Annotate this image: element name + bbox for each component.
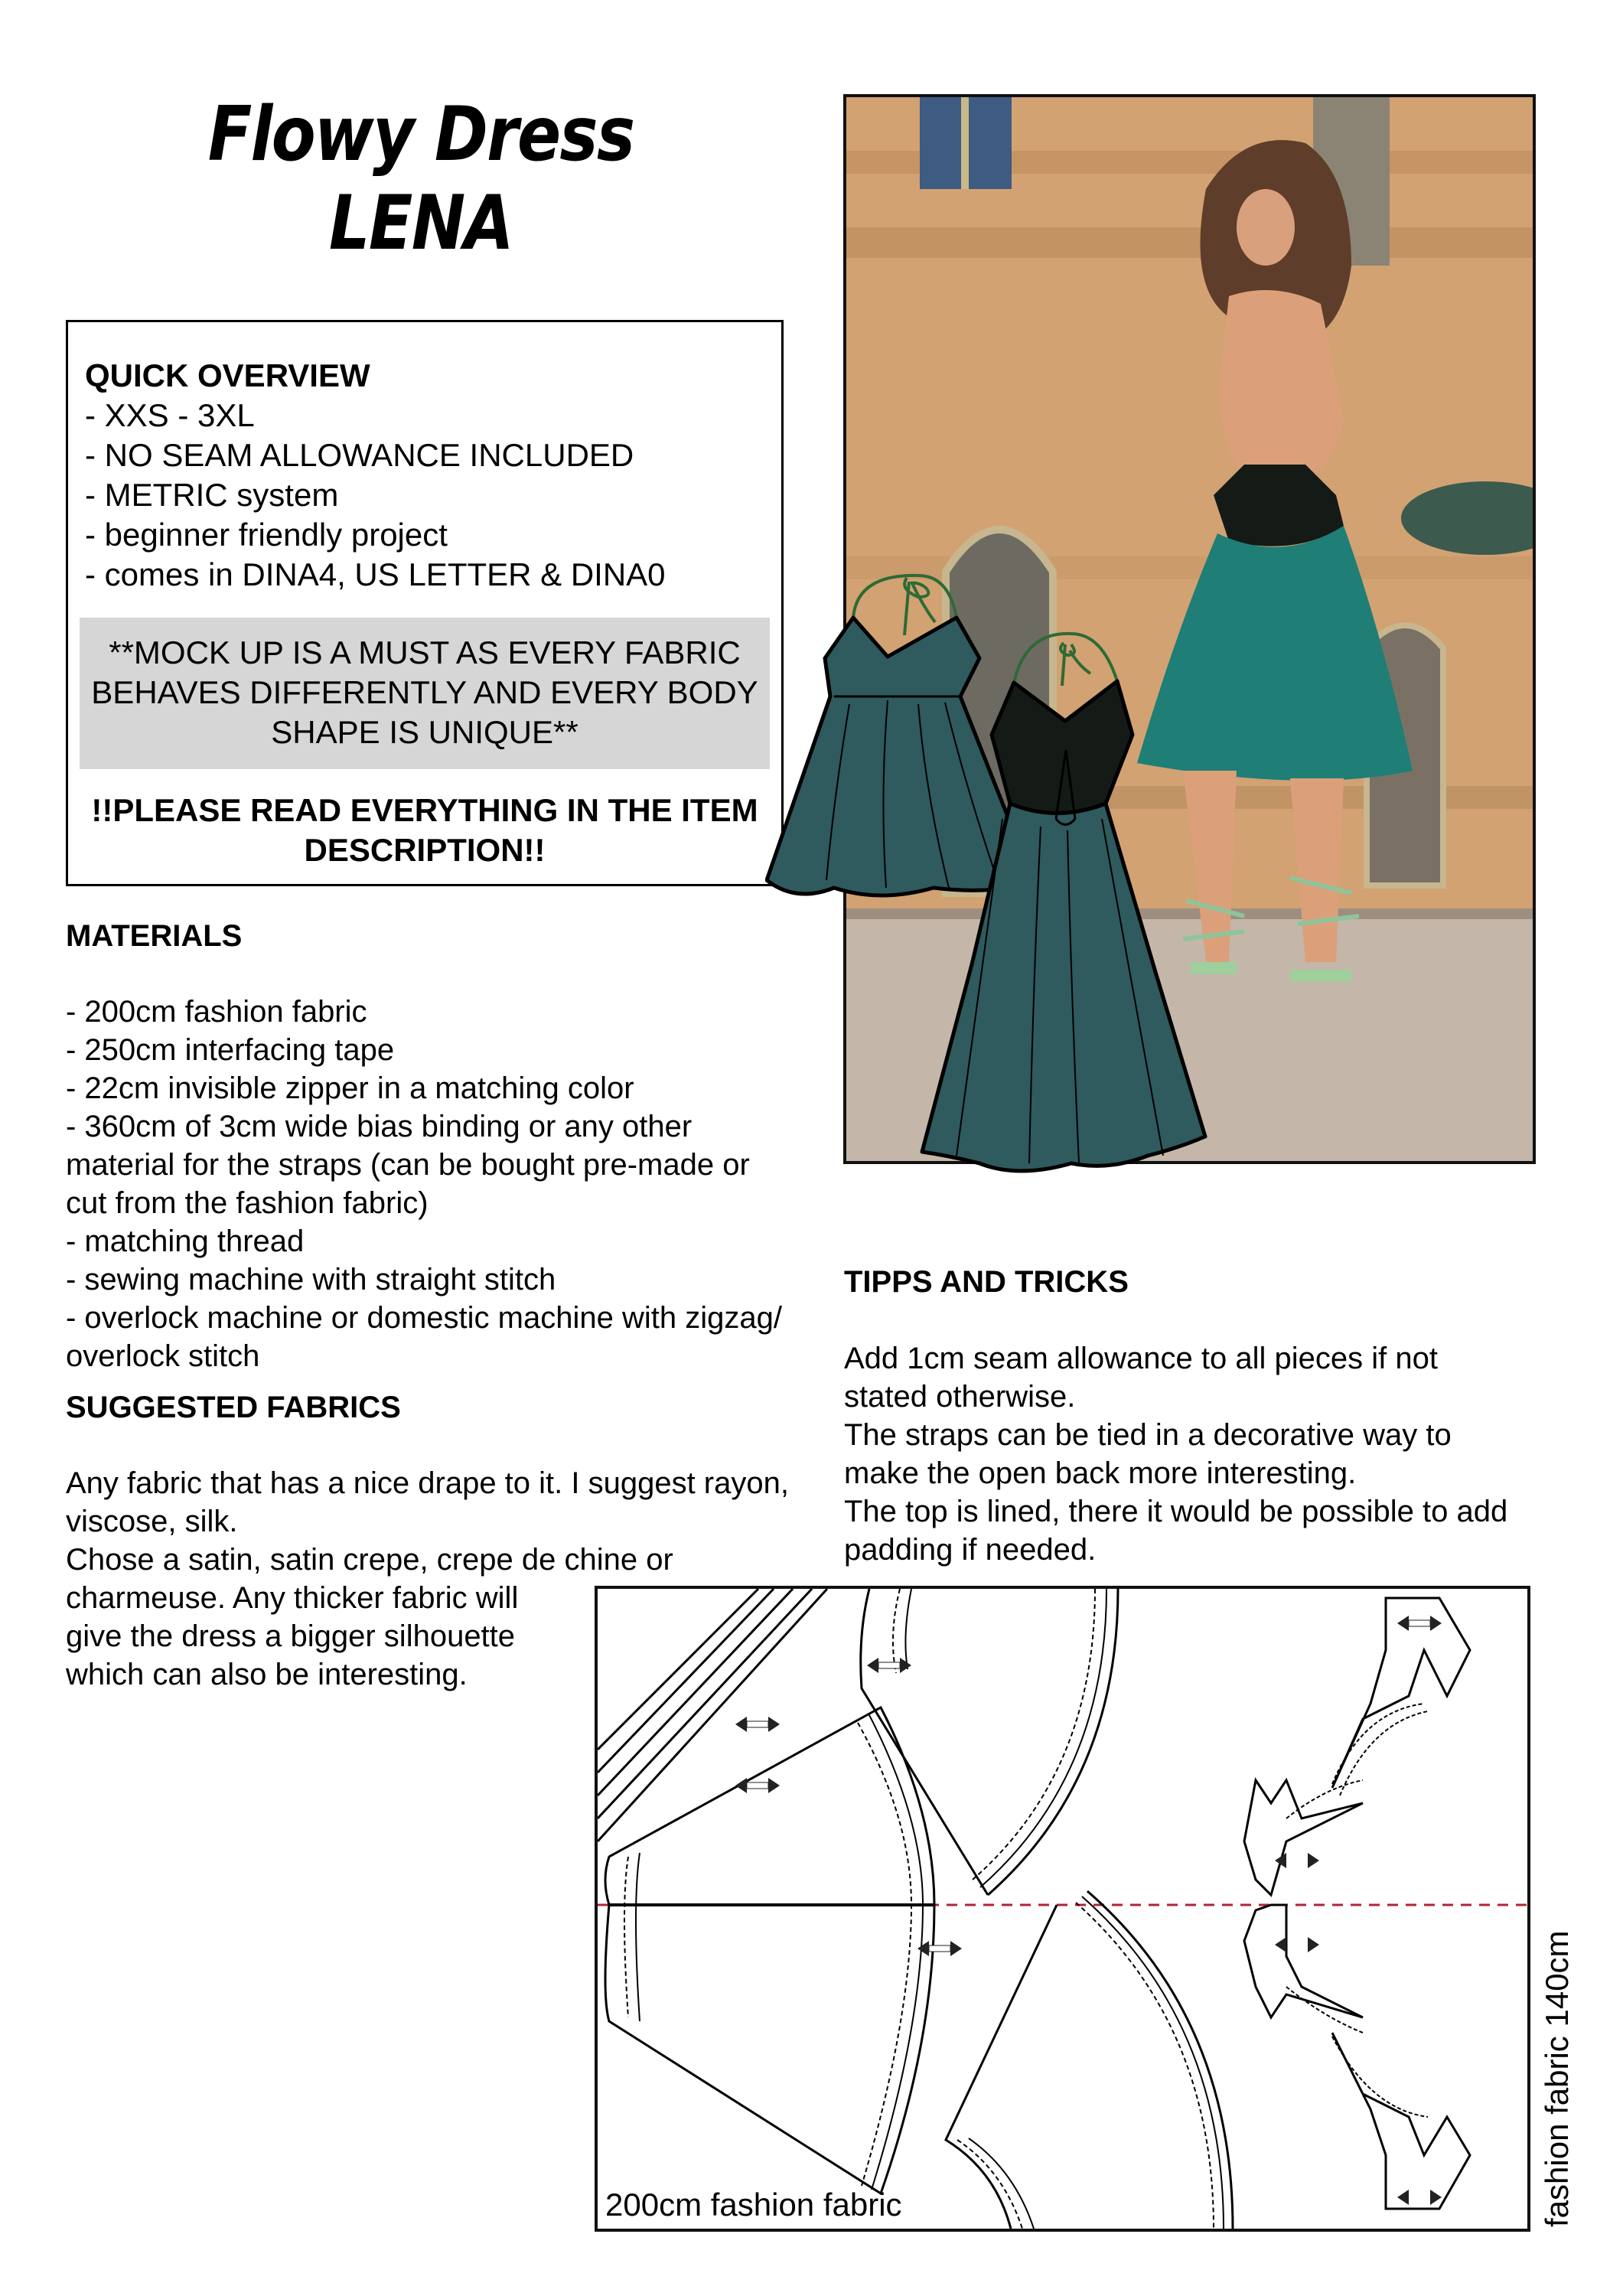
materials-item: material for the straps (can be bought pre-made or <box>66 1148 750 1182</box>
tips-line: padding if needed. <box>844 1533 1097 1567</box>
overview-item: - XXS - 3XL <box>85 397 255 433</box>
tips-text <box>844 1339 1507 1569</box>
materials-item: - 200cm fashion fabric <box>66 995 367 1029</box>
quick-overview-box <box>66 320 784 886</box>
warning-line: BEHAVES DIFFERENTLY AND EVERY BODY <box>91 674 758 710</box>
technical-sketch <box>765 566 1232 1240</box>
materials-item: cut from the fashion fabric) <box>66 1186 429 1220</box>
materials-item: overlock stitch <box>66 1339 260 1373</box>
tips-line: make the open back more interesting. <box>844 1456 1357 1490</box>
cutting-layout-diagram <box>598 1589 1527 2229</box>
tips-line: The top is lined, there it would be possible to add <box>844 1495 1508 1528</box>
materials-item: - matching thread <box>66 1225 305 1258</box>
notice-line: !!PLEASE READ EVERYTHING IN THE ITEM <box>91 792 758 828</box>
suggested-fabrics-heading: SUGGESTED FABRICS <box>66 1391 401 1424</box>
skirt-piece-bottom <box>946 1891 1233 2229</box>
title-line-2: LENA <box>328 180 513 267</box>
tips-line: Add 1cm seam allowance to all pieces if not <box>844 1342 1438 1375</box>
notice-line: DESCRIPTION!! <box>304 832 546 868</box>
overview-item: - beginner friendly project <box>85 517 448 553</box>
materials-heading: MATERIALS <box>66 919 243 953</box>
title-line-1: Flowy Dress <box>207 91 634 178</box>
tips-line: The straps can be tied in a decorative way to <box>844 1418 1452 1452</box>
cutting-layout <box>595 1586 1530 2232</box>
bodice-pieces <box>1244 1598 1470 2209</box>
page-title <box>158 90 684 268</box>
materials-list <box>66 993 782 1375</box>
fabrics-line: Chose a satin, satin crepe, crepe de chine or <box>66 1543 673 1577</box>
fabric-width-label: fashion fabric 140cm <box>1539 1930 1575 2227</box>
fabrics-line: viscose, silk. <box>66 1505 238 1538</box>
warning-line: **MOCK UP IS A MUST AS EVERY FABRIC <box>109 634 741 670</box>
materials-item: - sewing machine with straight stitch <box>66 1263 556 1296</box>
fabrics-line: which can also be interesting. <box>66 1658 468 1691</box>
fabric-length-label: 200cm fashion fabric <box>605 2187 902 2223</box>
warning-line: SHAPE IS UNIQUE** <box>271 714 578 750</box>
fabrics-line: give the dress a bigger silhouette <box>66 1619 516 1653</box>
materials-item: - 22cm invisible zipper in a matching color <box>66 1071 634 1105</box>
tips-heading: TIPPS AND TRICKS <box>844 1265 1129 1299</box>
materials-item: - 250cm interfacing tape <box>66 1033 395 1067</box>
overview-item: - NO SEAM ALLOWANCE INCLUDED <box>85 437 634 473</box>
materials-item: - overlock machine or domestic machine with zigzag/ <box>66 1301 782 1335</box>
fabrics-line: charmeuse. Any thicker fabric will <box>66 1581 519 1615</box>
tips-line: stated otherwise. <box>844 1380 1076 1414</box>
mockup-warning <box>80 618 770 769</box>
overview-item: - METRIC system <box>85 477 339 513</box>
materials-item: - 360cm of 3cm wide bias binding or any other <box>66 1110 693 1143</box>
read-description-notice <box>68 791 781 870</box>
bodice-seam-lines <box>1286 1704 1428 2117</box>
overview-item: - comes in DINA4, US LETTER & DINA0 <box>85 556 666 592</box>
fabrics-line: Any fabric that has a nice drape to it. I suggest rayon, <box>66 1466 789 1500</box>
overview-heading: QUICK OVERVIEW <box>85 357 370 393</box>
